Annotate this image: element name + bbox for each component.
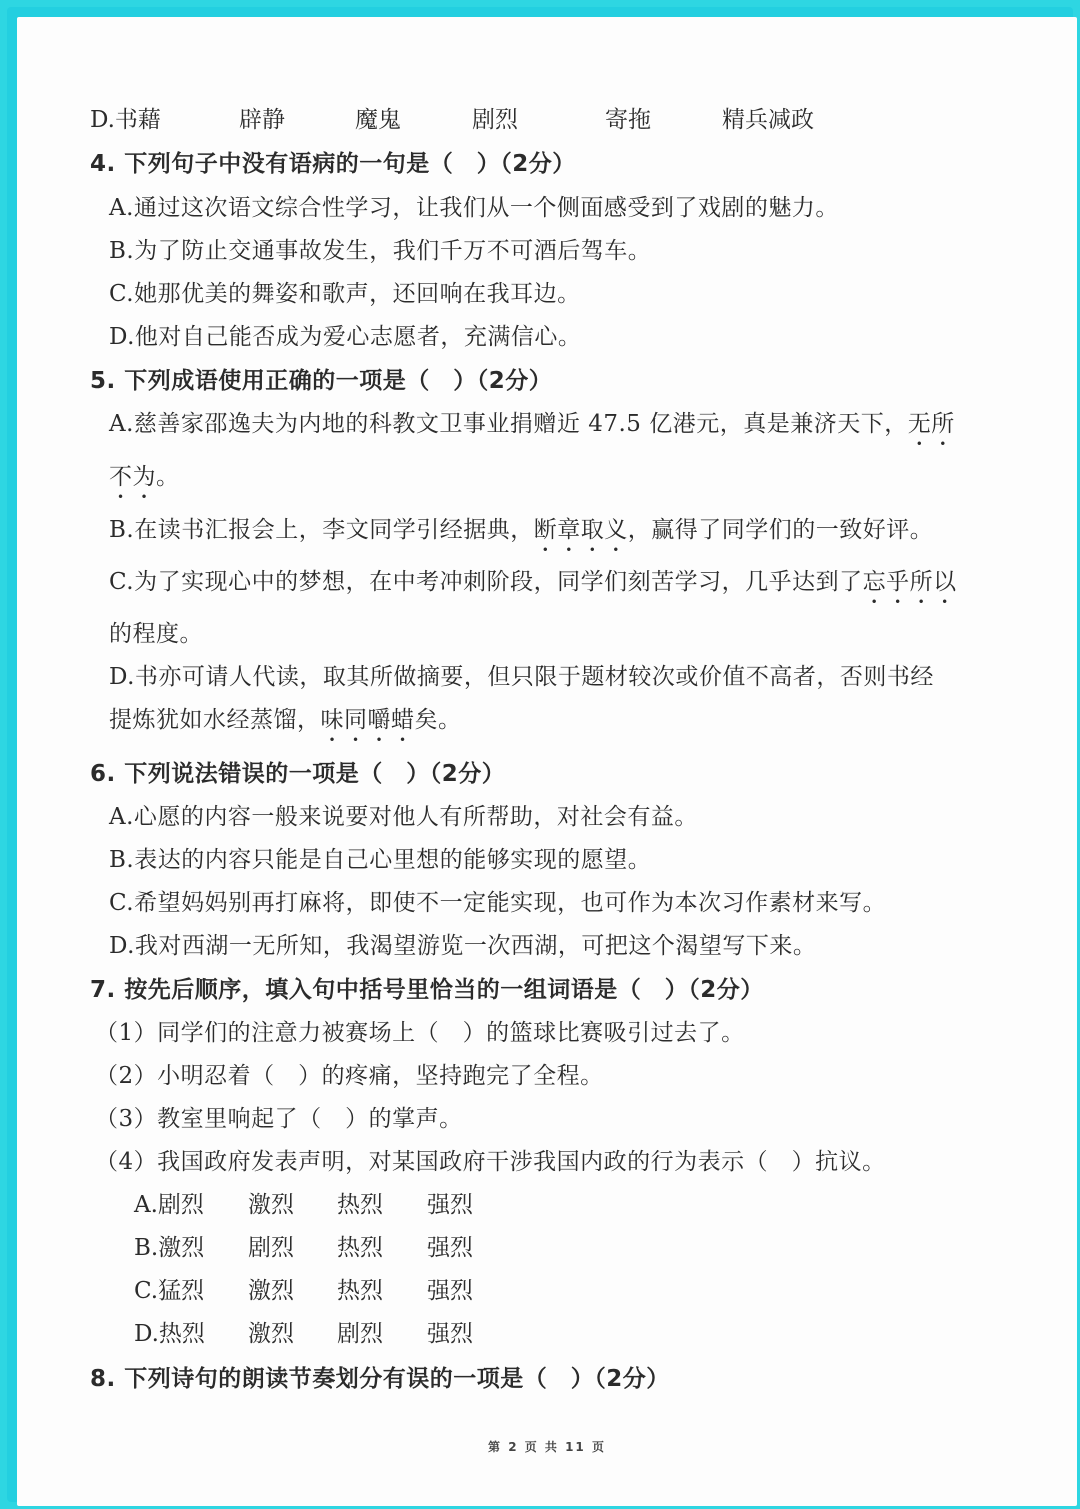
question-5-option-d-pre: 提炼犹如水经蒸馏， bbox=[109, 707, 321, 733]
choice-word: 激烈 bbox=[248, 1278, 294, 1304]
question-5-option-c-idiom: 忘乎所以 bbox=[862, 569, 957, 595]
choice-word: 强烈 bbox=[427, 1321, 473, 1347]
question-5-option-c-line2: 的程度。 bbox=[109, 621, 203, 647]
question-7-item-3: （3）教室里响起了（ ）的掌声。 bbox=[95, 1106, 463, 1132]
question-6-option-c: C.希望妈妈别再打麻将，即使不一定能实现，也可作为本次习作素材来写。 bbox=[109, 890, 887, 916]
choice-word: 热烈 bbox=[337, 1235, 383, 1261]
choice-word: 激烈 bbox=[248, 1321, 294, 1347]
question-5-option-b-pre: B.在读书汇报会上，李文同学引经据典， bbox=[109, 517, 534, 543]
question-5-option-d-idiom: 味同嚼蜡 bbox=[320, 707, 415, 733]
question-5-option-d-post: 矣。 bbox=[414, 707, 462, 733]
choice-word: 剧烈 bbox=[248, 1235, 294, 1261]
question-5-option-a-end: 。 bbox=[156, 464, 180, 490]
question-7-item-4: （4）我国政府发表声明，对某国政府干涉我国内政的行为表示（ ）抗议。 bbox=[95, 1149, 886, 1175]
question-5-option-d-line1: D.书亦可请人代读，取其所做摘要，但只限于题材较次或价值不高者，否则书经 bbox=[109, 664, 934, 690]
choice-word: 强烈 bbox=[427, 1192, 473, 1218]
choice-word: A.剧烈 bbox=[134, 1192, 204, 1218]
question-5-option-a-line2 bbox=[109, 458, 180, 504]
choice-word: B.激烈 bbox=[134, 1235, 205, 1261]
prev-option-d-word: 寄拖 bbox=[605, 107, 651, 133]
question-5-option-c-pre: C.为了实现心中的梦想，在中考冲刺阶段，同学们刻苦学习，几乎达到了 bbox=[109, 569, 863, 595]
question-6-option-b: B.表达的内容只能是自己心里想的能够实现的愿望。 bbox=[109, 847, 652, 873]
question-6-option-a: A.心愿的内容一般来说要对他人有所帮助，对社会有益。 bbox=[109, 804, 698, 830]
question-4-option-b: B.为了防止交通事故发生，我们千万不可酒后驾车。 bbox=[109, 238, 652, 264]
question-5-option-a-line1 bbox=[109, 405, 955, 451]
question-7-item-2: （2）小明忍着（ ）的疼痛，坚持跑完了全程。 bbox=[95, 1063, 604, 1089]
question-5-option-a-idiom-part1: 无所 bbox=[907, 411, 955, 437]
question-7-item-1: （1）同学们的注意力被赛场上（ ）的篮球比赛吸引过去了。 bbox=[95, 1020, 745, 1046]
prev-option-d-label: D.书藉 bbox=[90, 107, 161, 133]
question-5-option-a-text: A.慈善家邵逸夫为内地的科教文卫事业捐赠近 47.5 亿港元，真是兼济天下， bbox=[109, 411, 908, 437]
choice-word: 强烈 bbox=[427, 1278, 473, 1304]
question-7-stem: 7. 按先后顺序，填入句中括号里恰当的一组词语是（ ）（2分） bbox=[90, 977, 764, 1003]
page-frame bbox=[7, 7, 1073, 1502]
prev-option-d-word: 辟静 bbox=[239, 107, 285, 133]
page-footer: 第 2 页 共 11 页 bbox=[488, 1440, 606, 1454]
question-6-option-d: D.我对西湖一无所知，我渴望游览一次西湖，可把这个渴望写下来。 bbox=[109, 933, 817, 959]
exam-page bbox=[17, 17, 1077, 1506]
question-5-stem: 5. 下列成语使用正确的一项是（ ）（2分） bbox=[90, 368, 553, 394]
question-5-option-b bbox=[109, 511, 933, 557]
question-6-stem: 6. 下列说法错误的一项是（ ）（2分） bbox=[90, 761, 506, 787]
question-5-option-b-idiom: 断章取义 bbox=[533, 517, 628, 543]
question-5-option-d-line2 bbox=[109, 701, 462, 747]
choice-word: 强烈 bbox=[427, 1235, 473, 1261]
question-5-option-a-idiom-part2: 不为 bbox=[109, 464, 156, 490]
prev-option-d-word: 精兵减政 bbox=[722, 107, 814, 133]
choice-word: D.热烈 bbox=[134, 1321, 205, 1347]
question-4-option-d: D.他对自己能否成为爱心志愿者，充满信心。 bbox=[109, 324, 582, 350]
choice-word: 热烈 bbox=[337, 1278, 383, 1304]
question-8-stem: 8. 下列诗句的朗读节奏划分有误的一项是（ ）（2分） bbox=[90, 1366, 670, 1392]
question-5-option-b-post: ，赢得了同学们的一致好评。 bbox=[627, 517, 934, 543]
question-4-option-a: A.通过这次语文综合性学习，让我们从一个侧面感受到了戏剧的魅力。 bbox=[109, 195, 839, 221]
question-4-option-c: C.她那优美的舞姿和歌声，还回响在我耳边。 bbox=[109, 281, 581, 307]
question-4-stem: 4. 下列句子中没有语病的一句是（ ）（2分） bbox=[90, 151, 576, 177]
prev-option-d-word: 魔鬼 bbox=[355, 107, 401, 133]
choice-word: 剧烈 bbox=[337, 1321, 383, 1347]
choice-word: C.猛烈 bbox=[134, 1278, 205, 1304]
choice-word: 热烈 bbox=[337, 1192, 383, 1218]
question-5-option-c-line1 bbox=[109, 563, 957, 609]
prev-option-d-word: 剧烈 bbox=[472, 107, 518, 133]
choice-word: 激烈 bbox=[248, 1192, 294, 1218]
